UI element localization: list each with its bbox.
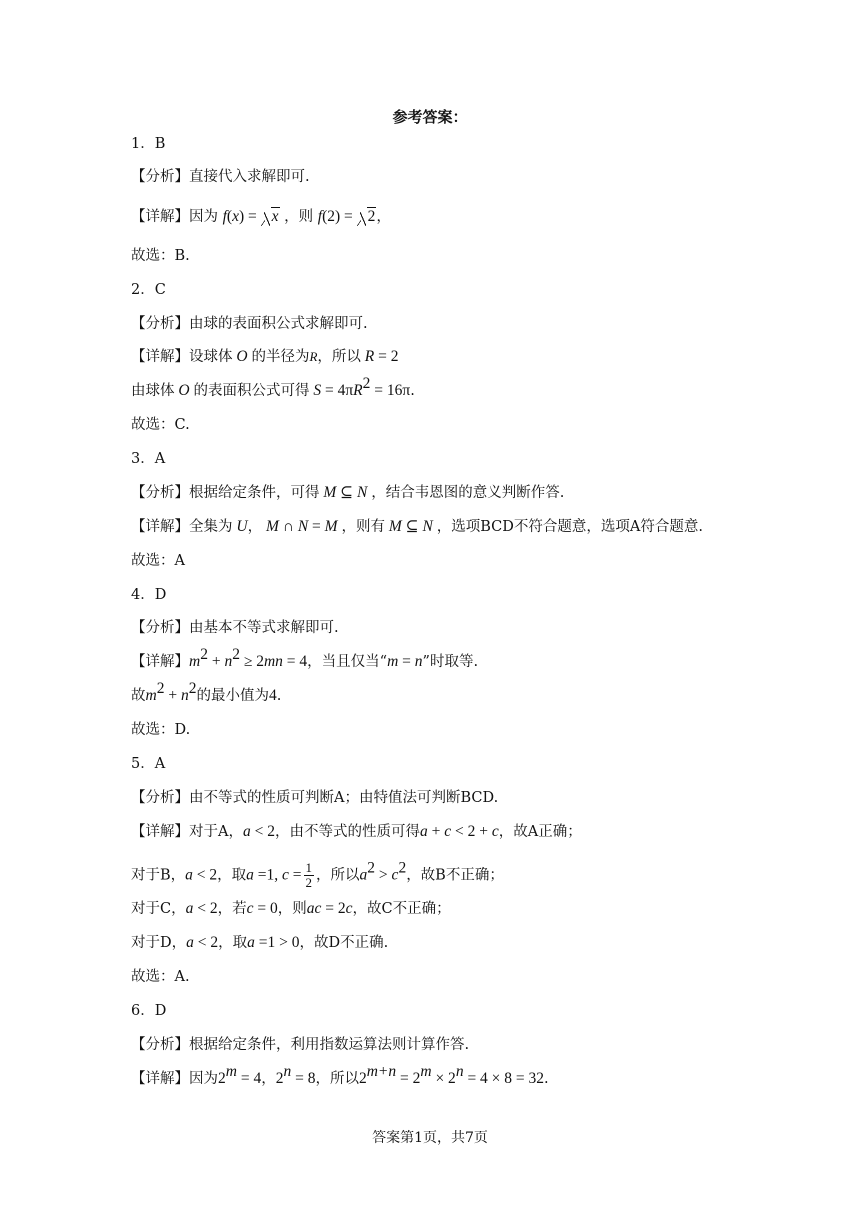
q3-conclusion: 故选：A <box>131 553 185 569</box>
q3-label: 3．A <box>131 451 166 467</box>
q5-line1: 【详解】对于A，a < 2，由不等式的性质可得a + c < 2 + c，故A正确； <box>131 823 582 840</box>
sqrt-symbol-icon: 2 <box>357 207 377 227</box>
q4-conclusion: 故选：D. <box>131 722 191 738</box>
q3-analysis: 【分析】根据给定条件，可得 M ⊆ N ，结合韦恩图的意义判断作答. <box>131 484 565 501</box>
q2-conclusion: 故选：C. <box>131 417 190 433</box>
q3-detail: 【详解】全集为 U， M ∩ N = M ，则有 M ⊆ N ，选项BCD不符合题意，选项A符合题意. <box>131 518 703 535</box>
q5-analysis: 【分析】由不等式的性质可判断A；由特值法可判断BCD. <box>131 790 499 806</box>
q4-analysis: 【分析】由基本不等式求解即可. <box>131 620 339 636</box>
q4-detail2: 故$m^2 + n^2$的最小值为4. <box>131 680 282 704</box>
page-footer: 答案第1页，共7页 <box>372 1130 488 1146</box>
q1-expr-fx: f <box>222 208 227 225</box>
q5-conclusion: 故选：A. <box>131 969 190 985</box>
q5-line4: 对于D，a < 2，取a =1 > 0，故D不正确. <box>131 934 389 951</box>
q6-detail: 【详解】因为$2^m = 4$，$2^n = 8$，所以$2^{m+n} = 2^m \times 2^n = 4 \times 8 = 32$. <box>131 1063 549 1087</box>
fraction-one-half: $\frac{1}{2}$ <box>305 860 313 890</box>
q6-analysis: 【分析】根据给定条件，利用指数运算法则计算作答. <box>131 1037 470 1053</box>
q1-analysis: 【分析】直接代入求解即可. <box>131 169 310 185</box>
q5-line3: 对于C，a < 2，若c = 0，则ac = 2c，故C不正确； <box>131 900 451 917</box>
q5-line2: 对于B，a < 2，取a =1, c = $\frac{1}{2}$ ，所以$a^2 > c^2$，故B不正确； <box>131 859 504 890</box>
q1-conclusion: 故选：B. <box>131 248 190 264</box>
sqrt-symbol-icon: x <box>261 207 280 227</box>
q4-label: 4．D <box>131 587 167 603</box>
q1-detail: 【详解】因为 f(x) = x ，则 f(2) = 2， <box>131 208 391 225</box>
q5-label: 5．A <box>131 756 166 772</box>
q2-analysis: 【分析】由球的表面积公式求解即可. <box>131 316 368 332</box>
q1-label: 1．B <box>131 136 166 152</box>
q2-detail2: 由球体 O 的表面积公式可得 $S = 4\pi R^2 = 16\pi$. <box>131 375 415 399</box>
q6-label: 6．D <box>131 1003 167 1019</box>
q2-detail: 【详解】设球体 O 的半径为R，所以 R = 2 <box>131 348 399 365</box>
q4-detail: 【详解】$m^2 + n^2 \ge 2mn = 4$，当且仅当“m = n”时取等. <box>131 646 479 670</box>
q2-label: 2．C <box>131 282 166 298</box>
page-title: 参考答案： <box>392 108 468 126</box>
